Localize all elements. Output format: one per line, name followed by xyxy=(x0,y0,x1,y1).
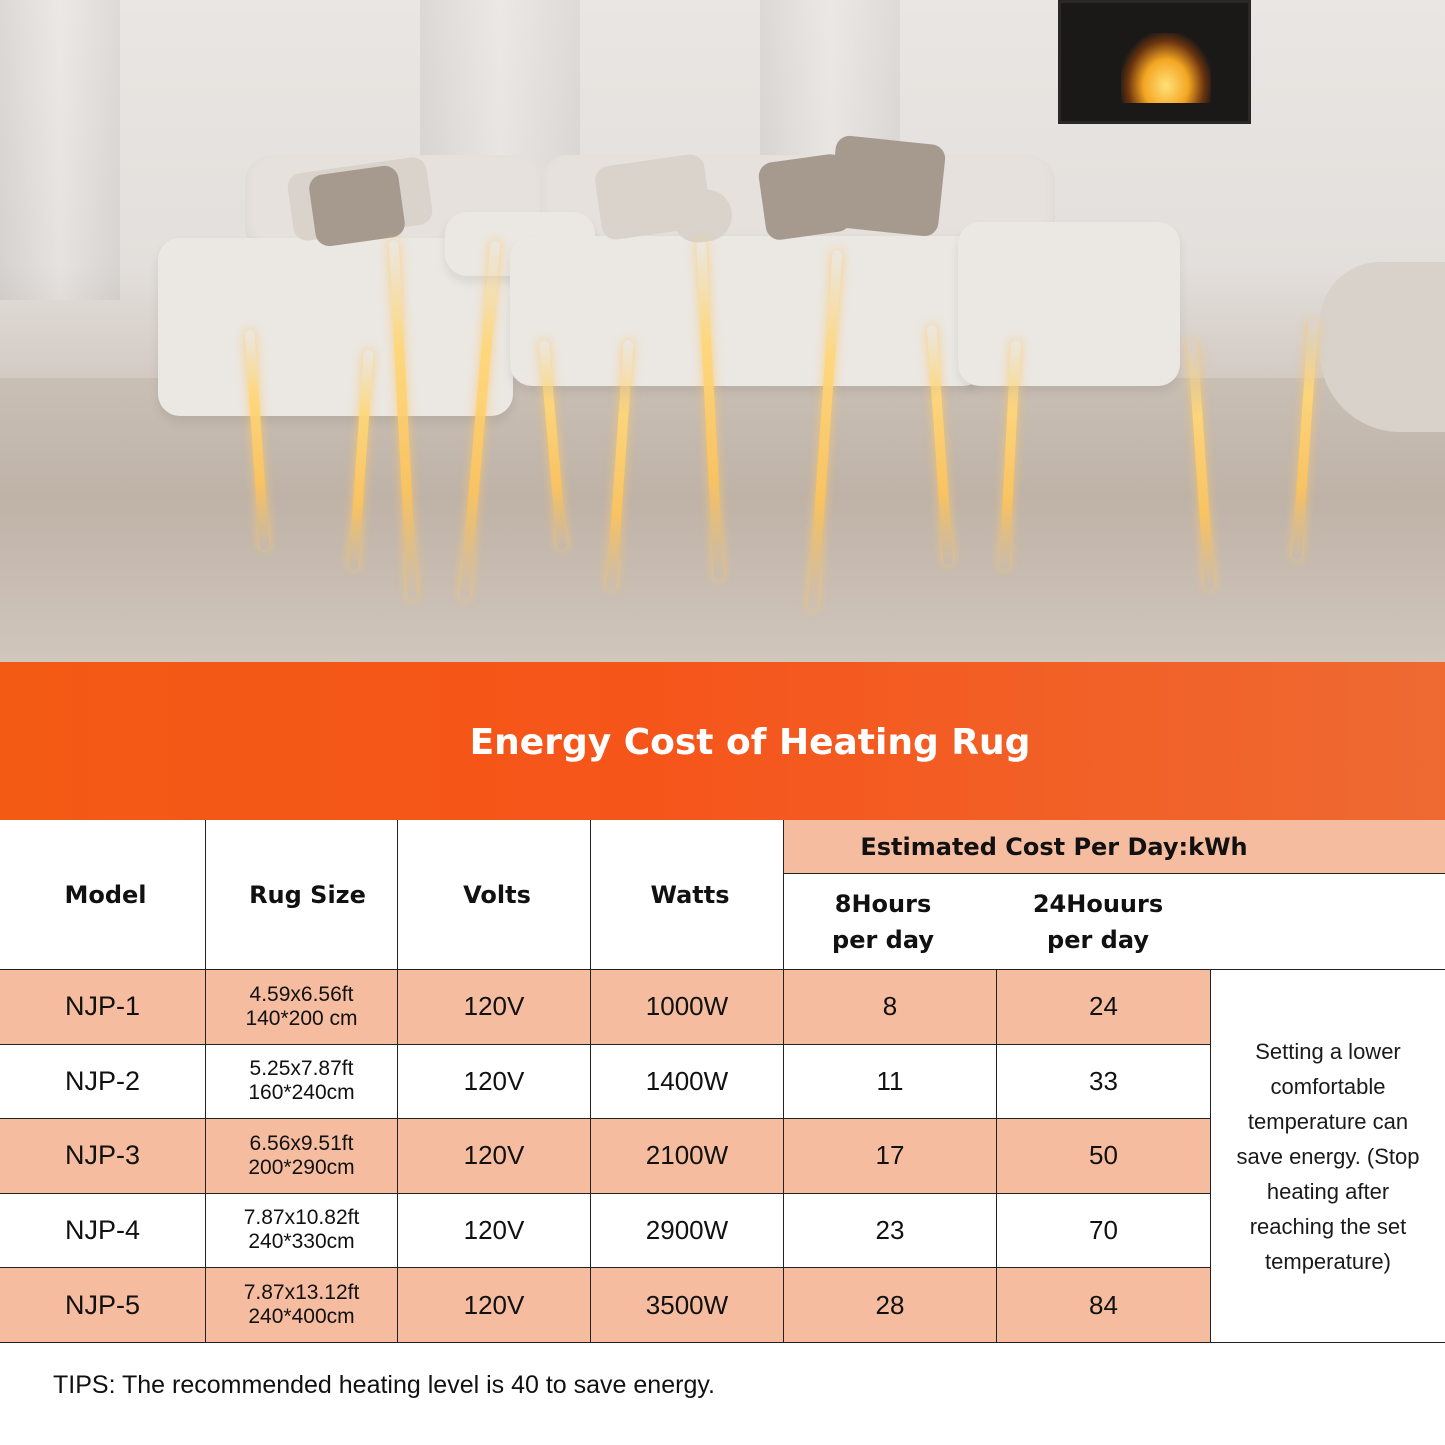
table-cell-kwh-8h: 11 xyxy=(876,1065,904,1096)
table-cell-volts: 120V xyxy=(463,1140,525,1170)
grid-line xyxy=(397,820,398,1343)
table-cell-model: NJP-3 xyxy=(64,1140,140,1170)
table-cell-rug-size xyxy=(206,1118,397,1193)
table-cell-watts: 1000W xyxy=(645,991,729,1021)
grid-line xyxy=(205,820,206,1343)
tips-text: TIPS: The recommended heating level is 40 to save energy. xyxy=(53,1371,715,1399)
table-cell-watts: 3500W xyxy=(645,1289,729,1320)
header-24-hours-line2: per day xyxy=(1047,926,1149,954)
table-cell-watts: 2100W xyxy=(645,1140,729,1170)
table-cell-watts: 2900W xyxy=(645,1214,729,1245)
banner-title: Energy Cost of Heating Rug xyxy=(469,722,1031,763)
sofa-seat xyxy=(958,222,1180,386)
table-cell-model: NJP-4 xyxy=(64,1214,140,1245)
table-cell-kwh-24h: 50 xyxy=(1089,1140,1118,1170)
title-banner xyxy=(0,662,1445,820)
rug-size-ft: 7.87x10.82ft xyxy=(243,1206,360,1229)
table-cell-volts: 120V xyxy=(463,1289,525,1320)
flame xyxy=(1121,33,1211,103)
header-watts: Watts xyxy=(650,881,730,909)
rug-size-ft: 4.59x6.56ft xyxy=(249,982,354,1006)
sofa-seat xyxy=(510,236,985,386)
grid-line xyxy=(783,820,784,1343)
grid-line xyxy=(590,820,591,1343)
table-cell-kwh-24h: 70 xyxy=(1089,1214,1118,1245)
energy-cost-table xyxy=(0,820,1445,1343)
table-cell-watts: 1400W xyxy=(645,1065,729,1096)
pillow xyxy=(827,135,946,238)
table-cell-kwh-8h: 17 xyxy=(875,1140,905,1170)
rug xyxy=(0,378,1445,662)
table-cell-model: NJP-2 xyxy=(64,1065,140,1096)
grid-line xyxy=(0,1193,1210,1194)
rug-size-ft: 7.87x13.12ft xyxy=(243,1281,360,1304)
table-cell-kwh-8h: 23 xyxy=(875,1214,905,1245)
header-rug-size: Rug Size xyxy=(249,881,366,909)
table-cell-volts: 120V xyxy=(463,1214,525,1245)
rug-size-cm: 140*200 cm xyxy=(245,1006,358,1030)
rug-size-cm: 200*290cm xyxy=(248,1155,355,1179)
grid-line xyxy=(0,1044,1210,1045)
grid-line xyxy=(0,1342,1445,1343)
table-cell-model: NJP-5 xyxy=(64,1289,140,1320)
header-8-hours-line1: 8Hours xyxy=(834,890,932,918)
grid-line xyxy=(996,969,997,1343)
grid-line xyxy=(0,969,1445,970)
table-cell-kwh-8h: 8 xyxy=(882,991,898,1021)
table-cell-volts: 120V xyxy=(463,1065,525,1096)
rug-size-ft: 5.25x7.87ft xyxy=(249,1057,354,1080)
wall-shadow xyxy=(0,0,120,300)
table-cell-rug-size xyxy=(206,1044,397,1118)
pillow xyxy=(307,164,406,248)
header-8-hours-line2: per day xyxy=(832,926,934,954)
header-8-hours xyxy=(783,874,983,970)
rug-size-cm: 240*330cm xyxy=(248,1230,355,1253)
rug-size-cm: 160*240cm xyxy=(248,1081,355,1104)
header-24-hours-line1: 24Houurs xyxy=(1032,890,1164,918)
table-cell-kwh-24h: 24 xyxy=(1089,991,1118,1021)
table-cell-kwh-24h: 84 xyxy=(1089,1289,1118,1320)
rug-size-ft: 6.56x9.51ft xyxy=(249,1131,354,1155)
table-cell-kwh-8h: 28 xyxy=(875,1289,905,1320)
grid-line xyxy=(1210,969,1211,1343)
header-model: Model xyxy=(64,881,147,909)
rug-size-cm: 240*400cm xyxy=(248,1305,355,1328)
table-cell-volts: 120V xyxy=(463,991,525,1021)
header-volts: Volts xyxy=(463,881,531,909)
hero-photo xyxy=(0,0,1445,662)
table-cell-kwh-24h: 33 xyxy=(1089,1065,1118,1096)
header-estimated-cost: Estimated Cost Per Day:kWh xyxy=(783,820,1445,873)
table-cell-rug-size xyxy=(206,969,397,1044)
energy-saving-note: Setting a lower comfortable temperature can save energy. (Stop heating after reaching the set temperature) xyxy=(1236,1039,1420,1274)
grid-line xyxy=(0,1118,1210,1119)
fireplace xyxy=(1058,0,1251,124)
header-24-hours xyxy=(996,874,1200,970)
table-cell-model: NJP-1 xyxy=(64,991,140,1021)
grid-line xyxy=(0,1267,1210,1268)
grid-line xyxy=(783,873,1445,874)
table-cell-rug-size xyxy=(206,1267,397,1343)
table-cell-rug-size xyxy=(206,1193,397,1267)
